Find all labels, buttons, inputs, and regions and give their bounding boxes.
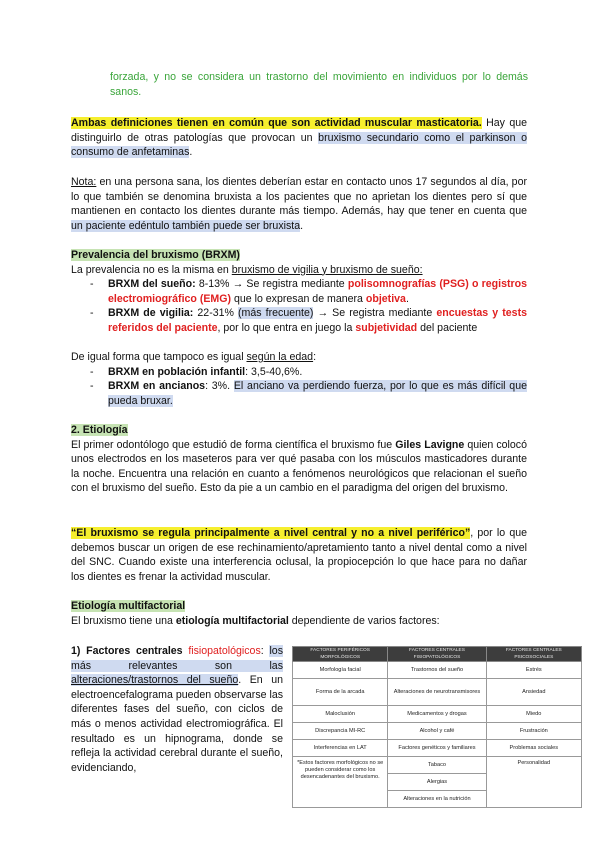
multifactorial-bold: etiología multifactorial <box>175 614 289 627</box>
multifactorial-text-2: dependiente de varios factores: <box>288 614 440 627</box>
note-paragraph <box>71 175 527 233</box>
edentulous-highlight: un paciente edéntulo también puede ser bruxista <box>71 219 301 232</box>
age-underlined: según la edad <box>246 351 314 363</box>
secondary-bruxism-highlight: bruxismo secundario como el parkinson o consumo de anfetaminas <box>71 131 527 159</box>
list-item-elder <box>71 379 527 408</box>
etiology-text-1: El primer odontólogo que estudió de forma científica el bruxismo fue <box>71 438 396 451</box>
central-text: , por lo que debemos buscar un origen de ese rechinamiento/apretamiento tanto a nivel dental como a nivel del SNC. Cuando existe una interferencia oclusal, la propiocepción lo que hace para no dañar los dientes es frenar la actividad muscular. <box>71 527 527 583</box>
lavigne-name: Giles Lavigne <box>395 438 465 451</box>
cell: Factores genéticos y familiares <box>388 740 486 757</box>
cell: Alcohol y café <box>388 723 486 740</box>
sleep-text-3: . <box>405 292 409 305</box>
common-highlight: Ambas definiciones tienen en común que son actividad muscular masticatoria. <box>71 117 482 129</box>
wake-red-1: encuestas y tests referidos del paciente <box>108 307 527 334</box>
note-text-1: en una persona sana, los dientes deberían estar en contacto unos 17 segundos al día, por lo que también se denomina bruxista a los pacientes que no aprietan los dientes pero sí que mantienen en contacto los dientes durante más tiempo. Además, hay que tener en cuenta que <box>71 176 527 218</box>
etiology-text-2: quien colocó unos electrodos en los maseteros para ver qué pasaba con los músculos masticadores durante la noche. Encuentra una relación en cuanto a fenómenos neurológicos que relacionan el sueño con el bruxismo del sueño. Esto da pie a un cambio en el paradigma del origen del bruxismo. <box>71 438 527 495</box>
cell: Trastornos del sueño <box>388 662 486 679</box>
list-item-wake <box>71 306 527 335</box>
prevalence-list <box>71 277 527 335</box>
cell: Alergias <box>388 774 486 791</box>
factors-table <box>292 646 582 808</box>
cell: Miedo <box>486 706 581 723</box>
cell: Forma de la arcada <box>293 679 388 706</box>
age-colon: : <box>313 351 317 363</box>
table-row <box>293 706 582 723</box>
wake-red-2: subjetividad <box>355 321 418 334</box>
sleep-red-2: objetiva <box>365 292 406 305</box>
cell: Alteraciones en la nutrición <box>388 791 486 808</box>
cell: Estrés <box>486 662 581 679</box>
etiology-section <box>71 423 527 496</box>
central-highlight: los más relevantes son las <box>71 645 283 672</box>
multifactorial-text-1: El bruxismo tiene una <box>71 614 176 627</box>
cell: Morfología facial <box>293 662 388 679</box>
central-colon: : <box>260 645 264 657</box>
child-label: BRXM en población infantil <box>108 365 246 378</box>
note-label: Nota: <box>71 176 97 188</box>
central-highlight-underlined: alteraciones/trastornos del sueño <box>71 674 239 687</box>
list-item-child <box>71 365 527 380</box>
note-text-2: . <box>300 219 304 232</box>
cell: Discrepancia MI-RC <box>293 723 388 740</box>
elder-highlight: El anciano va perdiendo fuerza, por lo que es más difícil que pueda bruxar. <box>108 380 527 407</box>
header-physiopathological: FACTORES CENTRALES FISIOPATOLÓGICOS <box>388 647 486 662</box>
age-list <box>71 365 527 409</box>
wake-label: BRXM de vigilia: <box>108 307 194 320</box>
table-row <box>293 662 582 679</box>
table-row <box>293 740 582 757</box>
prevalence-heading: Prevalencia del bruxismo (BRXM) <box>71 249 240 261</box>
child-text: : 3,5-40,6%. <box>245 365 303 378</box>
central-regulation-paragraph <box>71 526 527 584</box>
header-peripheral: FACTORES PERIFÉRICOS MORFOLÓGICOS <box>293 647 388 662</box>
cell: Alteraciones de neurotransmisores <box>388 679 486 706</box>
common-text-2: . <box>189 146 193 159</box>
common-paragraph <box>71 116 527 160</box>
age-section <box>71 350 527 408</box>
cell: Frustración <box>486 723 581 740</box>
central-quote: “El bruxismo se regula principalmente a nivel central y no a nivel periférico” <box>71 527 471 539</box>
wake-text-1: 22-31% <box>193 307 239 320</box>
central-label: 1) Factores centrales <box>71 645 189 657</box>
cell: Medicamentos y drogas <box>388 706 486 723</box>
prevalence-intro: La prevalencia no es la misma en <box>71 263 232 276</box>
sleep-red-1: polisomnografías (PSG) o registros electromiográfico (EMG) <box>108 278 528 305</box>
intro-text: forzada, y no se considera un trastorno del movimiento en individuos por lo demás sanos. <box>110 71 528 98</box>
elder-label: BRXM en ancianos <box>108 380 206 393</box>
cell: Personalidad <box>486 757 581 808</box>
wake-text-4: del paciente <box>417 321 478 334</box>
age-intro: De igual forma que tampoco es igual <box>71 351 247 363</box>
wake-highlight: (más frecuente) <box>238 307 314 320</box>
cell: Maloclusión <box>293 706 388 723</box>
prevalence-intro-underlined: bruxismo de vigilia y bruxismo de sueño: <box>231 263 423 276</box>
central-factors-paragraph <box>71 644 283 775</box>
table-row <box>293 723 582 740</box>
wake-text-3: , por lo que entra en juego la <box>217 321 356 334</box>
sleep-label: BRXM del sueño: <box>108 278 196 291</box>
table-row <box>293 679 582 706</box>
cell: Tabaco <box>388 757 486 774</box>
intro-continuation <box>110 70 528 99</box>
multifactorial-heading: Etiología multifactorial <box>71 600 186 612</box>
cell: Problemas sociales <box>486 740 581 757</box>
wake-text-2: → Se registra mediante <box>313 307 437 320</box>
elder-text: : 3%. <box>205 380 234 393</box>
cell: Interferencias en LAT <box>293 740 388 757</box>
etiology-heading: 2. Etiología <box>71 424 128 436</box>
prevalence-section <box>71 248 527 336</box>
header-psychosocial: FACTORES CENTRALES PSICOSOCIALES <box>486 647 581 662</box>
sleep-text-1: 8-13% → Se registra mediante <box>195 278 348 291</box>
multifactorial-section <box>71 599 527 628</box>
cell-note: *Estos factores morfológicos no se pueden considerar como los desencadenantes del bruxismo. <box>293 757 388 808</box>
table-row <box>293 757 582 774</box>
common-text-1: Hay que distinguirlo de otras patologías que provocan un <box>71 117 527 144</box>
central-red: fisiopatológicos <box>188 645 261 657</box>
cell: Ansiedad <box>486 679 581 706</box>
list-item-sleep <box>71 277 527 306</box>
sleep-text-2: que lo expresan de manera <box>231 292 366 305</box>
central-body: . En un electroencefalograma pueden observarse las diferentes fases del sueño, con ciclos de más o menos actividad electromiográfica. El resultado es un hipnograma, donde se refleja la actividad cerebral durante el sueño, evidenciando, <box>71 674 284 774</box>
